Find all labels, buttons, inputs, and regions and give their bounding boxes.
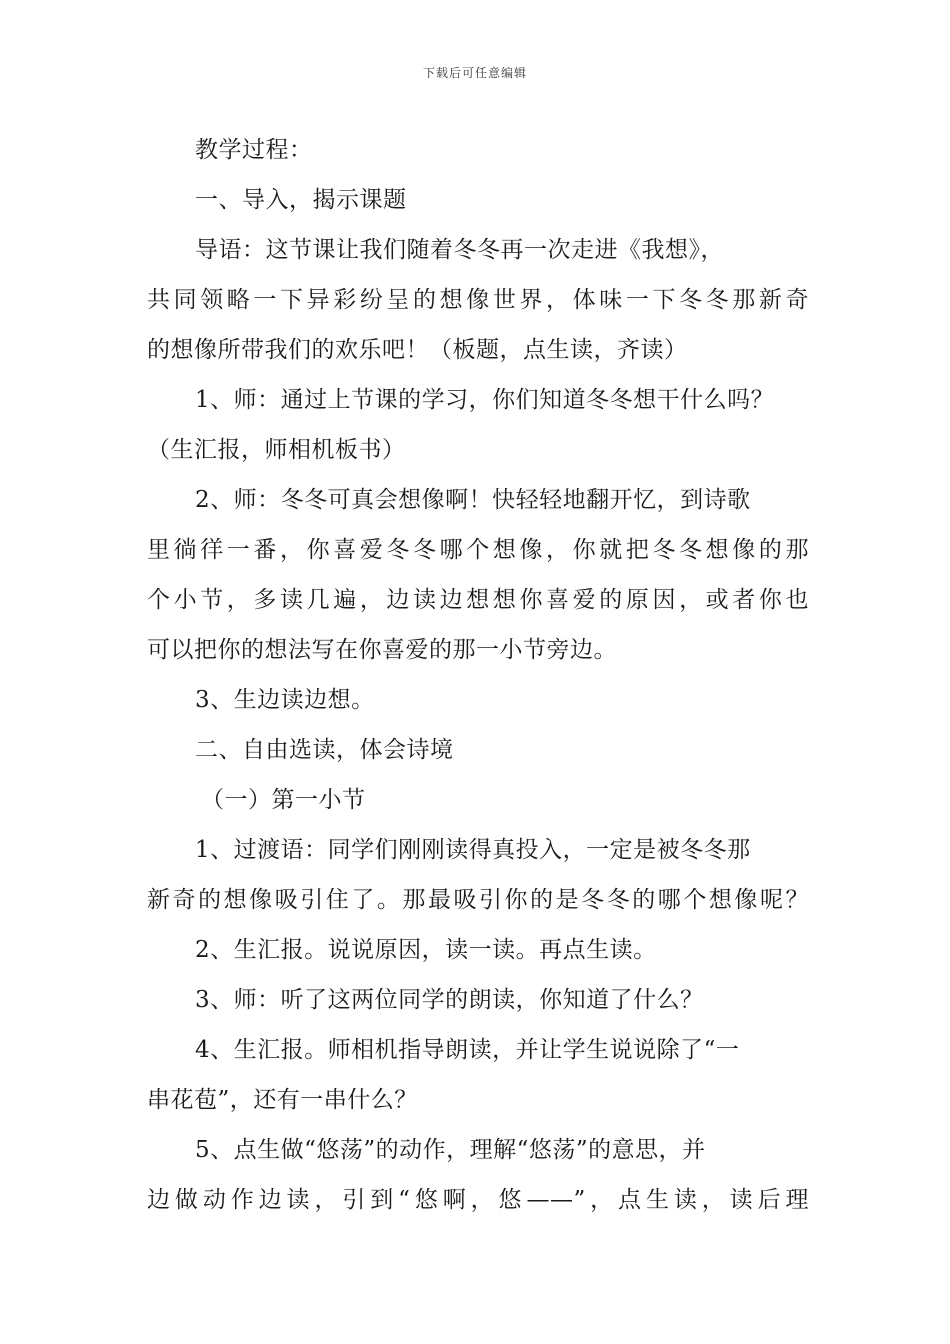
paragraph-line: 5、点生做“悠荡”的动作，理解“悠荡”的意思，并 <box>195 1137 706 1163</box>
paragraph-line: 共同领略一下异彩纷呈的想像世界，体味一下冬冬那新奇 <box>147 287 809 313</box>
document-body <box>147 125 809 1225</box>
section-heading: 二、自由选读，体会诗境 <box>195 737 454 763</box>
paragraph-line: 边做动作边读，引到“悠啊，悠——”，点生读，读后理 <box>147 1187 809 1213</box>
paragraph-line: 串花苞”，还有一串什么？ <box>147 1087 418 1113</box>
paragraph-line: 1、过渡语：同学们刚刚读得真投入，一定是被冬冬那 <box>195 837 751 863</box>
paragraph-line: 3、生边读边想。 <box>195 687 375 713</box>
paragraph-line: 2、生汇报。说说原因，读一读。再点生读。 <box>195 937 657 963</box>
paragraph-line: 新奇的想像吸引住了。那最吸引你的是冬冬的哪个想像呢？ <box>147 887 809 913</box>
paragraph-line: （生汇报，师相机板书） <box>147 437 406 463</box>
paragraph-line: 4、生汇报。师相机指导朗读，并让学生说说除了“一 <box>195 1037 740 1063</box>
subsection-heading: （一）第一小节 <box>201 787 366 813</box>
paragraph-line: 里徜徉一番，你喜爱冬冬哪个想像，你就把冬冬想像的那 <box>147 537 809 563</box>
paragraph-line: 1、师：通过上节课的学习，你们知道冬冬想干什么吗？ <box>195 387 775 413</box>
section-heading: 一、导入，揭示课题 <box>195 187 407 213</box>
paragraph-line: 个小节，多读几遍，边读边想想你喜爱的原因，或者你也 <box>147 587 809 613</box>
paragraph-line: 2、师：冬冬可真会想像啊！快轻轻地翻开忆，到诗歌 <box>195 487 751 513</box>
section-heading: 教学过程： <box>195 137 313 163</box>
paragraph-line: 的想像所带我们的欢乐吧！（板题，点生读，齐读） <box>147 337 688 363</box>
paragraph-line: 导语：这节课让我们随着冬冬再一次走进《我想》， <box>195 237 724 263</box>
page-header-note: 下载后可任意编辑 <box>422 66 527 80</box>
paragraph-line: 可以把你的想法写在你喜爱的那一小节旁边。 <box>147 637 617 663</box>
paragraph-line: 3、师：听了这两位同学的朗读，你知道了什么？ <box>195 987 704 1013</box>
